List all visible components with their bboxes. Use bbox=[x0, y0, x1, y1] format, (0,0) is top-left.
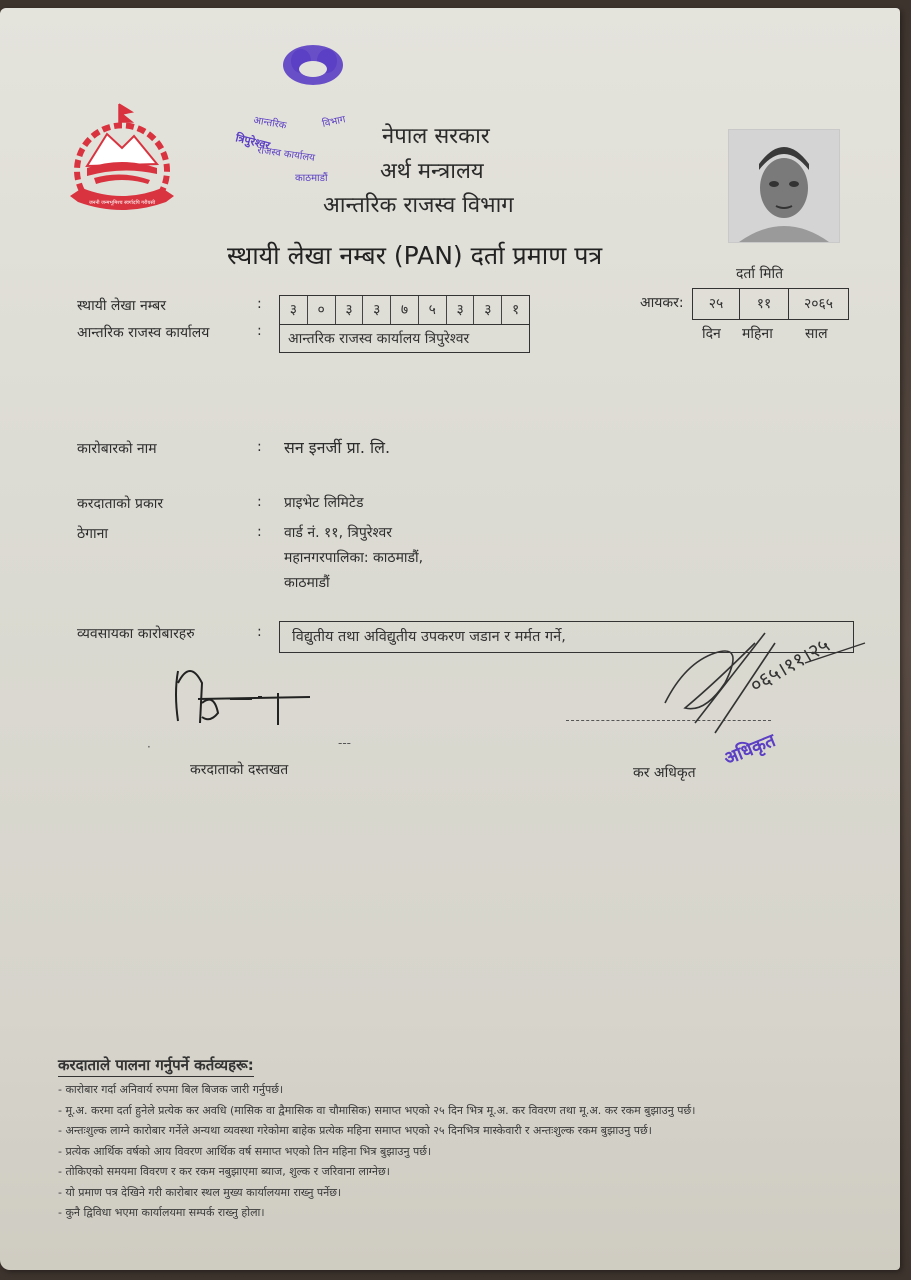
dot-mark: · bbox=[147, 740, 151, 754]
duty-item: - कारोबार गर्दा अनिवार्य रुपमा बिल बिजक जारी गर्नुपर्छ। bbox=[58, 1080, 858, 1101]
svg-text:त्रिपुरेश्वर: त्रिपुरेश्वर bbox=[234, 131, 272, 153]
business-name-label: कारोबारको नाम bbox=[77, 441, 157, 457]
date-year: २०६५ bbox=[803, 296, 834, 312]
income-tax-label: आयकर: bbox=[640, 295, 684, 311]
office-colon: : bbox=[257, 323, 262, 339]
taxpayer-type-value: प्राइभेट लिमिटेड bbox=[284, 495, 364, 511]
pan-digit: ३ bbox=[447, 296, 475, 324]
svg-text:अधिकृत: अधिकृत bbox=[721, 730, 779, 770]
duty-item: - अन्तःशुल्क लाग्ने कारोबार गर्नेले अन्यथा व्यवस्था गरेकोमा बाहेक प्रत्येक महिना समाप्त भएको २५ दिनभित्र मास्केवारी र अन्तःशुल्क रकम बुझाउनु पर्छ। bbox=[58, 1121, 858, 1142]
ministry-name: अर्थ मन्त्रालय bbox=[380, 159, 484, 184]
address-line-2: महानगरपालिका: काठमाडौं, bbox=[284, 550, 424, 566]
activities-value: विद्युतीय तथा अविद्युतीय उपकरण जडान र मर्मत गर्ने, bbox=[279, 621, 854, 653]
pan-colon: : bbox=[257, 296, 262, 312]
pan-certificate-document bbox=[0, 8, 900, 1270]
government-name: नेपाल सरकार bbox=[382, 124, 490, 149]
registration-date-heading: दर्ता मिति bbox=[736, 266, 784, 282]
taxpayer-signature bbox=[170, 663, 320, 737]
address-label: ठेगाना bbox=[77, 526, 109, 542]
business-name-value: सन इनर्जी प्रा. लि. bbox=[284, 438, 391, 457]
taxpayer-type-label: करदाताको प्रकार bbox=[77, 496, 164, 512]
activities-colon: : bbox=[257, 624, 262, 640]
duty-item: - तोकिएको समयमा विवरण र कर रकम नबुझाएमा ब्याज, शुल्क र जरिवाना लाग्नेछ। bbox=[58, 1162, 858, 1183]
document-title: स्थायी लेखा नम्बर (PAN) दर्ता प्रमाण पत्र bbox=[227, 241, 603, 270]
taxpayer-photo bbox=[728, 129, 840, 243]
duty-item: - प्रत्येक आर्थिक वर्षको आय विवरण आर्थिक वर्ष समाप्त भएको तिन महिना भित्र बुझाउनु पर्छ। bbox=[58, 1142, 858, 1163]
pan-digit: ७ bbox=[391, 296, 419, 324]
department-name: आन्तरिक राजस्व विभाग bbox=[323, 193, 514, 218]
address-colon: : bbox=[257, 524, 262, 540]
registration-date-box bbox=[692, 288, 849, 320]
taxpayer-type-colon: : bbox=[257, 494, 262, 510]
address-line-1: वार्ड नं. ११, त्रिपुरेश्वर bbox=[284, 525, 392, 541]
svg-text:०६५।११।२५: ०६५।११।२५ bbox=[745, 632, 834, 698]
pan-number-box bbox=[279, 295, 530, 353]
year-label: साल bbox=[805, 326, 828, 342]
duties-list bbox=[58, 1080, 858, 1224]
tax-officer-label: कर अधिकृत bbox=[633, 765, 696, 781]
pan-digit: ३ bbox=[363, 296, 391, 324]
nepal-emblem-icon bbox=[62, 96, 182, 218]
dash-mark: --- bbox=[338, 736, 351, 750]
pan-digit: ३ bbox=[474, 296, 502, 324]
date-month: ११ bbox=[740, 289, 789, 319]
svg-text:राजस्व कार्यालय: राजस्व कार्यालय bbox=[256, 145, 316, 165]
pan-digit: ३ bbox=[336, 296, 364, 324]
address-line-3: काठमाडौं bbox=[284, 575, 330, 591]
office-stamp bbox=[235, 43, 395, 193]
activities-label: व्यवसायका कारोबारहरु bbox=[77, 626, 195, 642]
pan-digit: ३ bbox=[280, 296, 308, 324]
duty-item: - यो प्रमाण पत्र देखिने गरी कारोबार स्थल मुख्य कार्यालयमा राख्नु पर्नेछ। bbox=[58, 1183, 858, 1204]
svg-text:जननी जन्मभूमिश्च स्वर्गादपि गर: जननी जन्मभूमिश्च स्वर्गादपि गरीयसी bbox=[88, 200, 156, 206]
office-value: आन्तरिक राजस्व कार्यालय त्रिपुरेश्वर bbox=[288, 331, 470, 347]
svg-text:विभाग: विभाग bbox=[321, 114, 347, 130]
duty-item: - कुनै द्विविधा भएमा कार्यालयमा सम्पर्क राख्नु होला। bbox=[58, 1203, 858, 1224]
duties-title: करदाताले पालना गर्नुपर्ने कर्तव्यहरू: bbox=[58, 1055, 254, 1077]
pan-digits bbox=[280, 296, 529, 325]
pan-digit: ५ bbox=[419, 296, 447, 324]
officer-signature bbox=[655, 623, 875, 770]
day-label: दिन bbox=[702, 326, 721, 342]
office-label: आन्तरिक राजस्व कार्यालय bbox=[77, 325, 210, 341]
pan-digit: १ bbox=[512, 302, 520, 318]
pan-digit: ० bbox=[308, 296, 336, 324]
svg-text:काठमाडौं: काठमाडौं bbox=[295, 173, 328, 184]
business-name-colon: : bbox=[257, 439, 262, 455]
taxpayer-signature-label: करदाताको दस्तखत bbox=[190, 762, 289, 778]
duty-item: - मू.अ. करमा दर्ता हुनेले प्रत्येक कर अवधि (मासिक वा द्वैमासिक वा चौमासिक) समाप्त भएको २५ दिन भित्र मू.अ. कर विवरण तथा मू.अ. कर रकम बुझाउनु पर्छ। bbox=[58, 1101, 858, 1122]
svg-text:आन्तरिक: आन्तरिक bbox=[252, 115, 288, 132]
month-label: महिना bbox=[742, 326, 773, 342]
date-day: २५ bbox=[693, 289, 740, 319]
pan-label: स्थायी लेखा नम्बर bbox=[77, 298, 166, 314]
